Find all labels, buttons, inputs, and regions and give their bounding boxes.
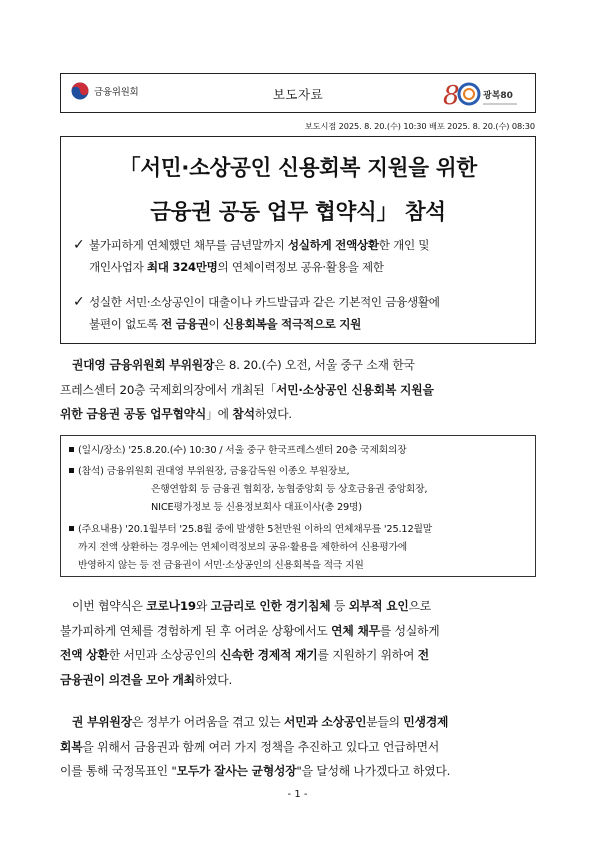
info-row-contents-cont: 반영하지 않는 등 전 금융권이 서민·소상공인의 신용회복을 적극 지원 [78, 560, 364, 571]
info-row-contents-cont: 까지 전액 상환하는 경우에는 연체이력정보의 공유·활용을 제한하여 신용평가에 [78, 542, 408, 553]
info-row-attendees-cont: NICE평가정보 등 신용정보회사 대표이사(총 29명) [151, 502, 362, 513]
square-bullet-icon [69, 447, 74, 452]
check-icon: ✓ [73, 294, 85, 310]
body-paragraph-2: 이번 협약식은 코로나19와 고금리로 인한 경기침체 등 외부적 요인으로 불가피하게 연체를 경험하게 된 후 어려운 상황에서도 연체 채무를 성실하게 전액 상환한 서민과 소상공인의 신속한 경제적 재기를 지원하기 위하여 전 금융권이 의견을 모아 개최하였다. [60, 599, 440, 687]
release-times: 보도시점 2025. 8. 20.(수) 10:30 배포 2025. 8. 20.(수) 08:30 [304, 121, 535, 131]
liberation-80th-logo [441, 78, 521, 110]
title-line-1: 「서민·소상공인 신용회복 지원을 위한 [119, 156, 477, 181]
svg-text:8: 8 [443, 81, 460, 110]
info-row-attendees-cont: 은행연합회 등 금융권 협회장, 농협중앙회 등 상호금융권 중앙회장, [151, 484, 428, 495]
body-paragraph-1: 권대영 금융위원회 부위원장은 8. 20.(수) 오전, 서울 중구 소재 한국 프레스센터 20층 국제회의장에서 개최된「서민·소상공인 신용회복 지원을 위한 금융권 공동 업무협약식」에 참석하였다. [60, 358, 434, 421]
check-icon: ✓ [73, 237, 85, 253]
org-name: 금융위원회 [94, 87, 139, 98]
doc-type-label: 보도자료 [272, 87, 324, 102]
square-bullet-icon [69, 526, 74, 531]
info-row-contents: (주요내용) '20.1월부터 '25.8월 중에 발생한 5천만원 이하의 연체채무를 '25.12월말 [69, 521, 432, 539]
info-row-schedule: (일시/장소) '25.8.20.(수) 10:30 / 서울 중구 한국프레스센터 20층 국제회의장 [69, 442, 407, 460]
body-paragraph-3: 권 부위원장은 정부가 어려움을 겪고 있는 서민과 소상공인분들의 민생경제 회복을 위해서 금융권과 함께 여러 가지 정책을 추진하고 있다고 언급하면서 이를 통해 국정목표인 "모두가 잘사는 균형성장"을 달성해 나가겠다고 하였다. [60, 715, 451, 778]
logo-text: 광복80 [483, 91, 513, 101]
info-row-attendees: (참석) 금융위원회 권대영 부위원장, 금융감독원 이종오 부원장보, [69, 463, 349, 481]
event-info-box [60, 435, 536, 577]
summary-bullet: ✓ 불가피하게 연체했던 채무를 금년말까지 성실하게 전액상환한 개인 및 개인사업자 최대 324만명의 연체이력정보 공유·활용을 제한 [73, 234, 529, 278]
title-line-2: 금융권 공동 업무 협약식」 참석 [150, 200, 446, 225]
title-box [60, 136, 536, 344]
page-number: - 1 - [287, 789, 308, 800]
press-header [60, 73, 536, 113]
summary-bullet: ✓ 성실한 서민·소상공인이 대출이나 카드발급과 같은 기본적인 금융생활에 불편이 없도록 전 금융권이 신용회복을 적극적으로 지원 [73, 291, 529, 335]
square-bullet-icon [69, 468, 74, 473]
